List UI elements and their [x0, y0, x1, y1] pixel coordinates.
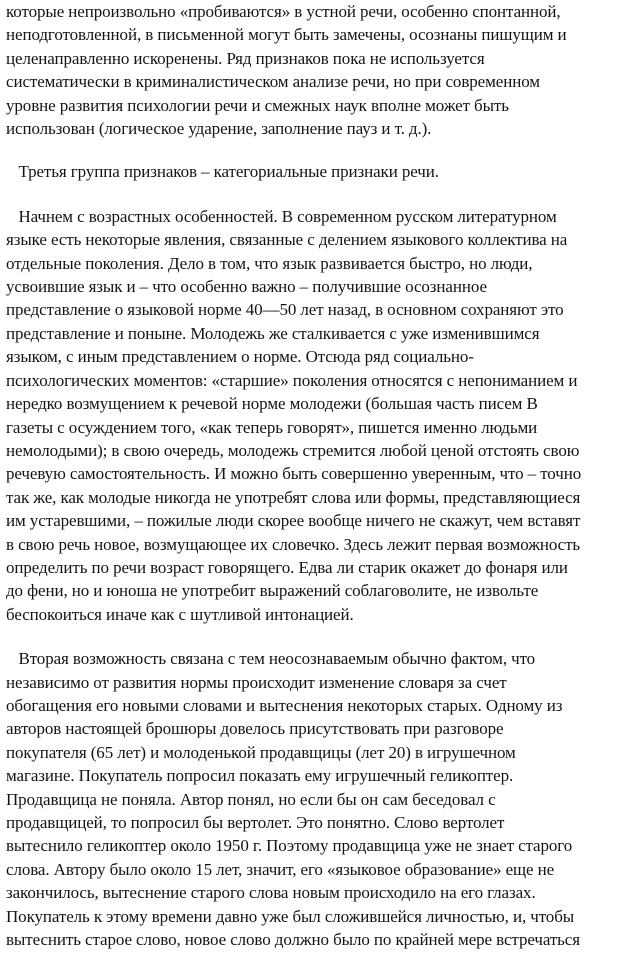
- text-line: беспокоиться иначе как с шутливой интонацией.: [6, 604, 354, 624]
- text-line: так же, как молодые никогда не употребят слова или формы, представляющиеся: [6, 487, 581, 507]
- text-line: которые непроизвольно «пробиваются» в устной речи, особенно спонтанной,: [6, 2, 561, 21]
- text-line: уровне развития психологии речи и смежных наук вполне может быть: [6, 95, 509, 115]
- text-line: нередко возмущением к речевой норме молодежи (большая часть писем В: [6, 394, 538, 414]
- text-line: немолодыми); в свою очередь, молодежь стремится любой ценой отстоять свою: [6, 440, 580, 460]
- text-line: авторов настоящей брошюры довелось присутствовать при разговоре: [6, 719, 504, 739]
- text-line: слова. Автору было около 15 лет, значит, его «языковое образование» еще не: [6, 859, 555, 879]
- text-line: им устаревшими, – пожилые люди скорее вообще ничего не скажут, чем вставят: [6, 511, 581, 531]
- text-line: языком, с иным представлением о норме. Отсюда ряд социально-: [6, 347, 474, 367]
- text-line: до фени, но и юноша не употребит выражений соблаговолите, не извольте: [6, 581, 539, 601]
- text-line: отдельные поколения. Дело в том, что язык развивается быстро, но люди,: [6, 253, 533, 273]
- text-line: неподготовленной, в письменной могут быть замечены, осознаны пишущим и: [6, 25, 567, 45]
- text-line: Начнем с возрастных особенностей. В современном русском литературном: [6, 206, 557, 226]
- text-line: психологических моментов: «старшие» поколения относятся с непониманием и: [6, 370, 578, 390]
- text-line: Третья группа признаков – категориальные признаки речи.: [6, 162, 439, 182]
- text-line: обогащения его новыми словами и вытеснения некоторых старых. Одному из: [6, 695, 563, 715]
- text-line: покупателя (65 лет) и молоденькой продавщицы (лет 20) в игрушечном: [6, 742, 516, 762]
- text-line: газеты с осуждением того, «как теперь говорят», пишется именно людьми: [6, 417, 538, 437]
- text-line: Вторая возможность связана с тем неосознаваемым обычно фактом, что: [6, 649, 536, 669]
- text-line: представление о языковой норме 40—50 лет назад, в основном сохраняют это: [6, 300, 564, 320]
- paragraph-1: [6, 0, 614, 140]
- text-line: использован (логическое ударение, заполнение пауз и т. д.).: [6, 119, 432, 139]
- text-line: целенаправленно искоренены. Ряд признаков пока не используется: [6, 48, 485, 68]
- text-line: в свою речь новое, возмущающее их словечко. Здесь лежит первая возможность: [6, 534, 581, 554]
- paragraph-2: [6, 160, 614, 183]
- text-line: представление и поныне. Молодежь же сталкивается с уже изменившимся: [6, 323, 540, 343]
- text-line: речевую самостоятельность. И можно быть совершенно уверенным, что – точно: [6, 464, 582, 484]
- text-line: Покупатель к этому времени давно уже был сложившейся личностью, и, чтобы: [6, 906, 575, 926]
- text-line: определить по речи возраст говорящего. Едва ли старик окажет до фонаря или: [6, 557, 568, 577]
- paragraph-4: [6, 647, 614, 951]
- text-line: языке есть некоторые явления, связанные с делением языкового коллектива на: [6, 230, 568, 250]
- text-line: усвоившие язык и – что особенно важно – получившие осознанное: [6, 277, 487, 297]
- text-line: независимо от развития нормы происходит изменение словаря за счет: [6, 672, 507, 692]
- text-line: закончилось, вытеснение старого слова новым происходило на его глазах.: [6, 883, 536, 903]
- text-line: продавщицей, то попросил бы вертолет. Это понятно. Слово вертолет: [6, 813, 505, 832]
- paragraph-3: [6, 205, 614, 626]
- text-line: вытеснило геликоптер около 1950 г. Поэтому продавщица уже не знает старого: [6, 836, 573, 856]
- text-line: систематически в криминалистическом анализе речи, но при современном: [6, 72, 540, 92]
- text-line: вытеснить старое слово, новое слово должно было по крайней мере встречаться: [6, 930, 580, 950]
- text-line: магазине. Покупатель попросил показать ему игрушечный геликоптер.: [6, 766, 514, 786]
- text-line: Продавщица не поняла. Автор понял, но если бы он сам беседовал с: [6, 789, 496, 809]
